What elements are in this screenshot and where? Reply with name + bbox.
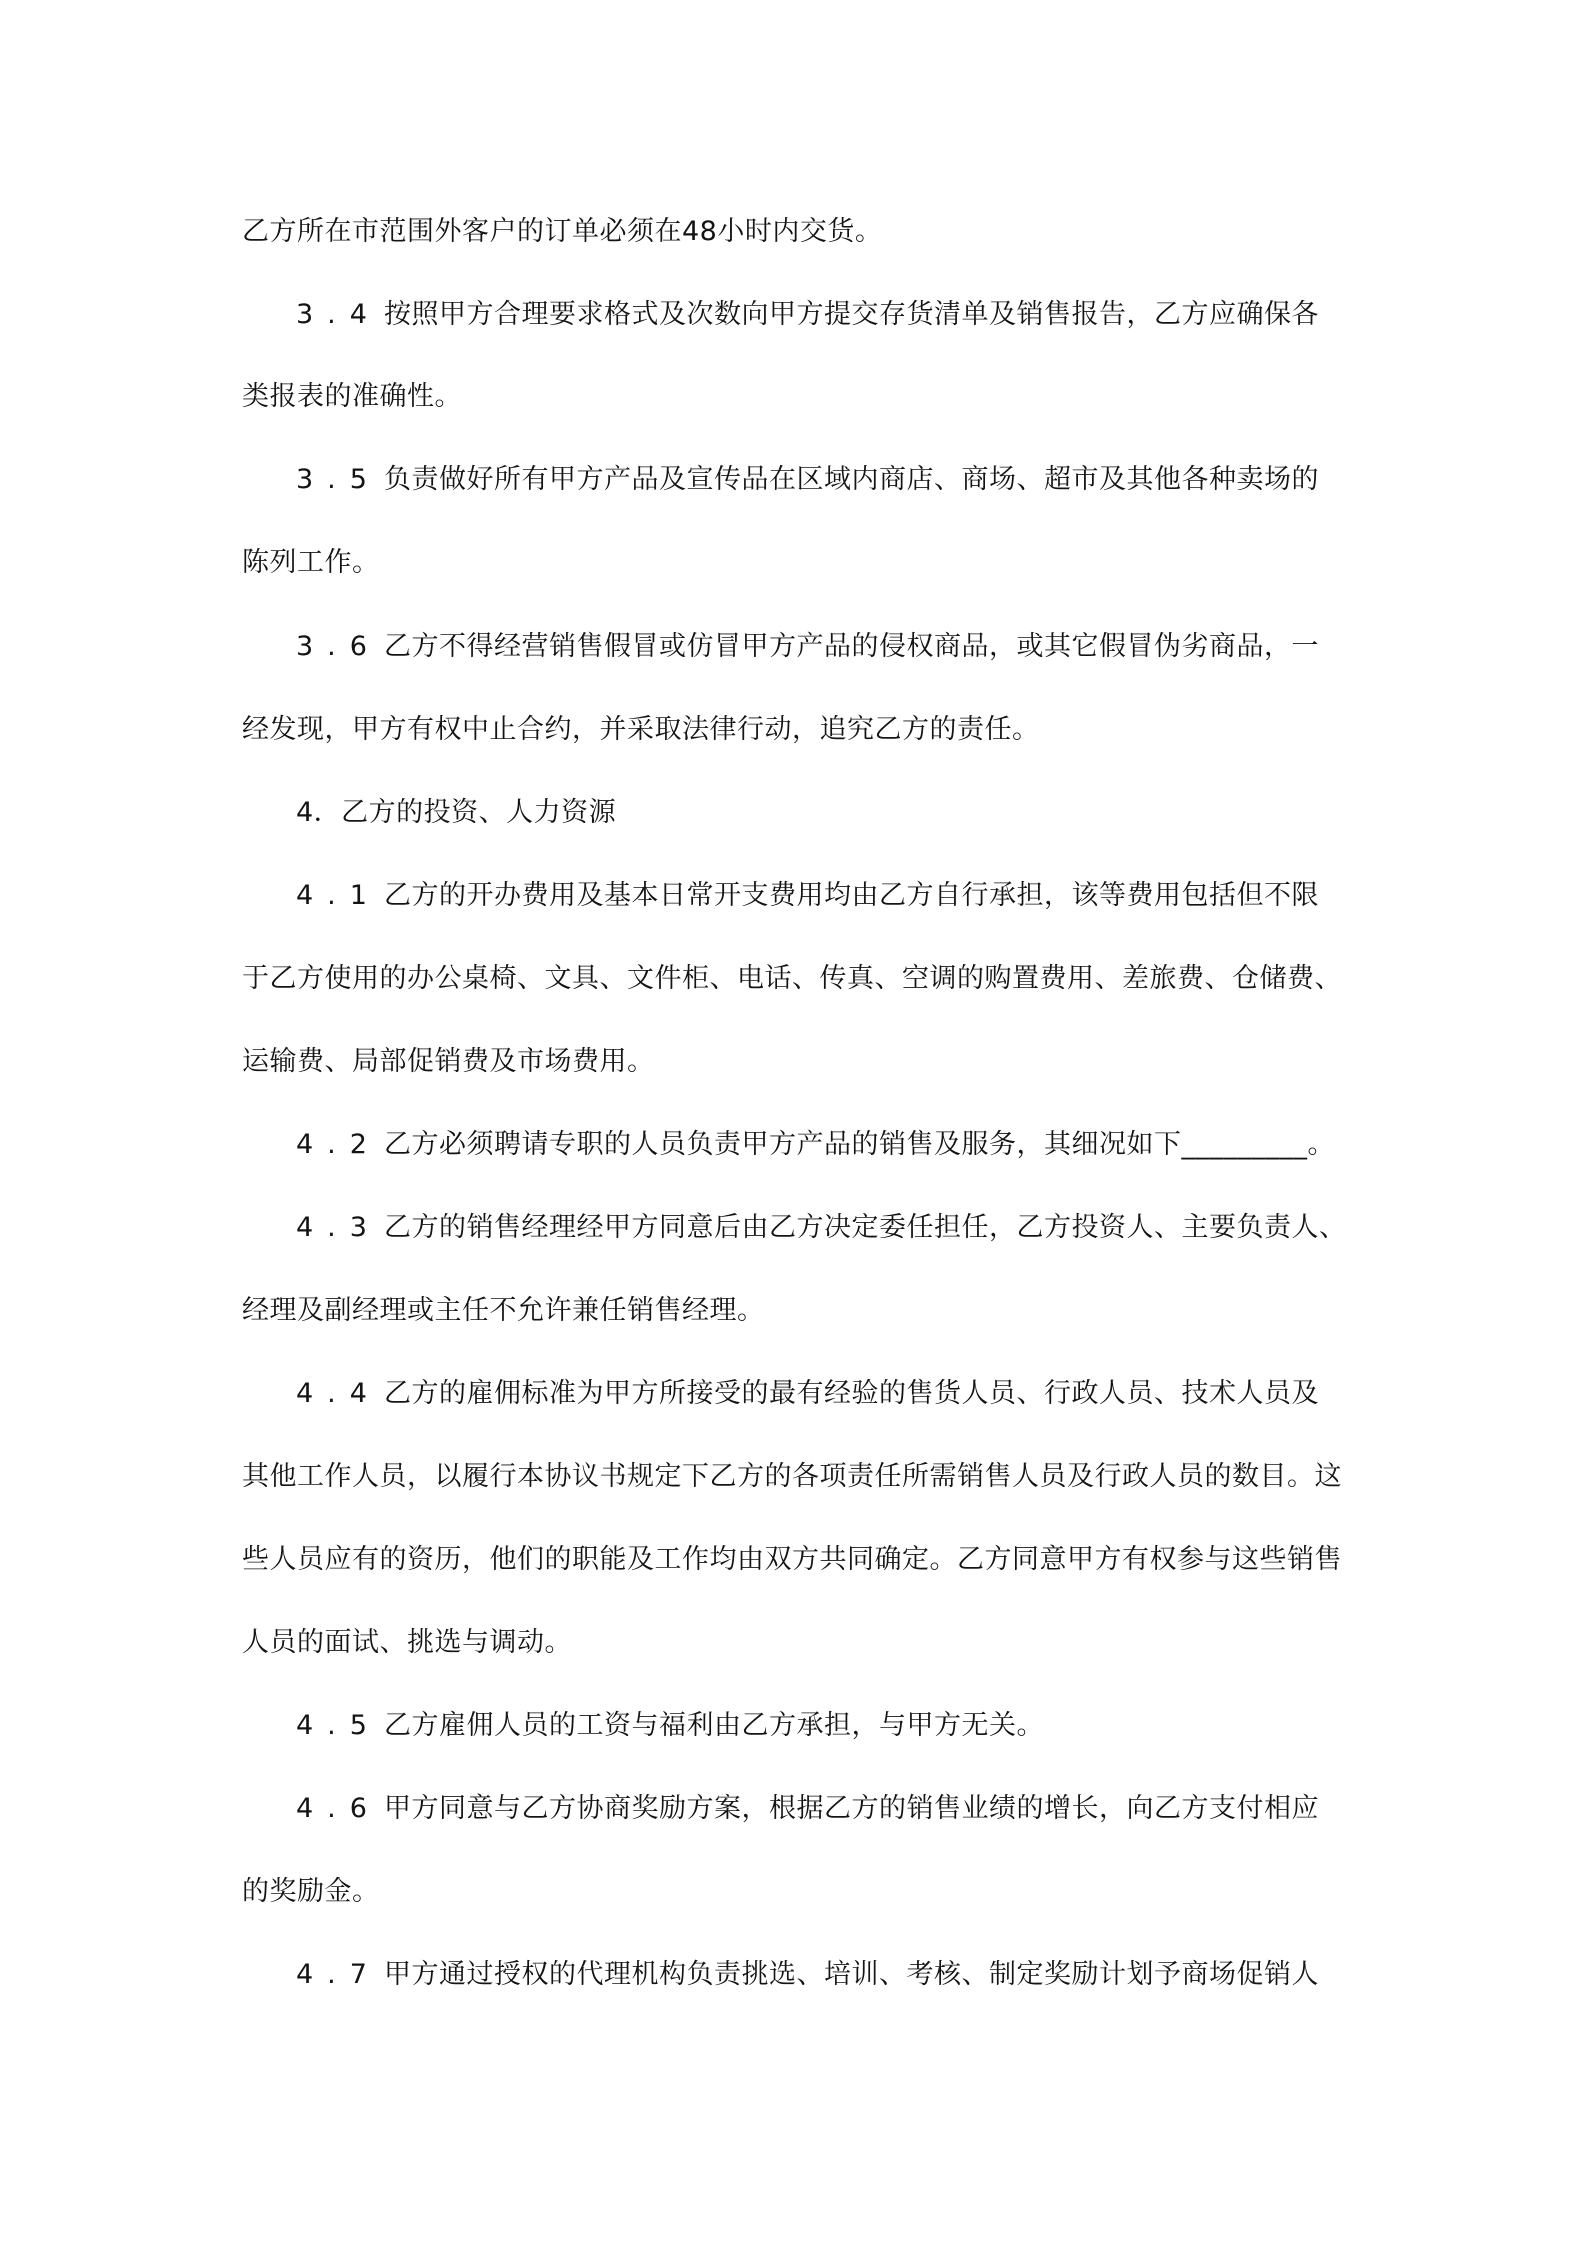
clause-4-6 bbox=[296, 1789, 1362, 1829]
text-line bbox=[242, 1540, 1362, 1580]
section-title: 4．乙方的投资、人力资源 bbox=[296, 797, 617, 828]
text-line bbox=[242, 1042, 1362, 1082]
line-text: 类报表的准确性。 bbox=[242, 381, 462, 412]
line-text: 其他工作人员，以履行本协议书规定下乙方的各项责任所需销售人员及行政人员的数目。这 bbox=[242, 1461, 1342, 1492]
line-text: 经理及副经理或主任不允许兼任销售经理。 bbox=[242, 1295, 765, 1326]
clause-number: 4.5 bbox=[296, 1710, 381, 1741]
text-line bbox=[242, 212, 1362, 252]
line-text: 乙方的销售经理经甲方同意后由乙方决定委任担任，乙方投资人、主要负责人、 bbox=[384, 1212, 1347, 1243]
line-text: 些人员应有的资历，他们的职能及工作均由双方共同确定。乙方同意甲方有权参与这些销售 bbox=[242, 1544, 1342, 1575]
line-text: 人员的面试、挑选与调动。 bbox=[242, 1627, 572, 1658]
clause-4-4 bbox=[296, 1374, 1362, 1414]
line-text: 乙方的雇佣标准为甲方所接受的最有经验的售货人员、行政人员、技术人员及 bbox=[384, 1378, 1319, 1409]
line-text: 乙方的开办费用及基本日常开支费用均由乙方自行承担，该等费用包括但不限 bbox=[384, 880, 1319, 911]
text-line bbox=[242, 543, 1362, 583]
line-text: 甲方同意与乙方协商奖励方案，根据乙方的销售业绩的增长，向乙方支付相应 bbox=[384, 1793, 1319, 1824]
line-text: 运输费、局部促销费及市场费用。 bbox=[242, 1046, 655, 1077]
text-line bbox=[242, 959, 1362, 999]
clause-3-4 bbox=[296, 295, 1362, 335]
text-line bbox=[242, 1457, 1362, 1497]
line-text: 乙方必须聘请专职的人员负责甲方产品的销售及服务，其细况如下_________。 bbox=[384, 1129, 1335, 1160]
text-line bbox=[242, 1872, 1362, 1912]
clause-number: 4.6 bbox=[296, 1793, 381, 1824]
clause-number: 4.7 bbox=[296, 1959, 381, 1990]
line-text: 甲方通过授权的代理机构负责挑选、培训、考核、制定奖励计划予商场促销人 bbox=[384, 1959, 1319, 1990]
line-text: 乙方所在市范围外客户的订单必须在48小时内交货。 bbox=[242, 216, 883, 247]
line-text: 的奖励金。 bbox=[242, 1876, 380, 1907]
clause-number: 3.6 bbox=[296, 631, 381, 662]
clause-4-1 bbox=[296, 876, 1362, 916]
text-line bbox=[242, 377, 1362, 417]
clause-number: 3.5 bbox=[296, 464, 381, 495]
clause-4-2 bbox=[296, 1125, 1362, 1165]
line-text: 乙方雇佣人员的工资与福利由乙方承担，与甲方无关。 bbox=[384, 1710, 1044, 1741]
line-text: 于乙方使用的办公桌椅、文具、文件柜、电话、传真、空调的购置费用、差旅费、仓储费、 bbox=[242, 963, 1342, 994]
clause-number: 4.4 bbox=[296, 1378, 381, 1409]
clause-number: 4.3 bbox=[296, 1212, 381, 1243]
clause-number: 4.1 bbox=[296, 880, 381, 911]
line-text: 经发现，甲方有权中止合约，并采取法律行动，追究乙方的责任。 bbox=[242, 714, 1040, 745]
line-text: 乙方不得经营销售假冒或仿冒甲方产品的侵权商品，或其它假冒伪劣商品，一 bbox=[384, 631, 1319, 662]
clause-number: 4.2 bbox=[296, 1129, 381, 1160]
text-line bbox=[242, 1291, 1362, 1331]
clause-number: 3.4 bbox=[296, 299, 381, 330]
section-heading bbox=[296, 793, 1362, 833]
line-text: 负责做好所有甲方产品及宣传品在区域内商店、商场、超市及其他各种卖场的 bbox=[384, 464, 1319, 495]
clause-4-3 bbox=[296, 1208, 1362, 1248]
clause-3-6 bbox=[296, 627, 1362, 667]
line-text: 按照甲方合理要求格式及次数向甲方提交存货清单及销售报告，乙方应确保各 bbox=[384, 299, 1319, 330]
text-line bbox=[242, 710, 1362, 750]
clause-3-5 bbox=[296, 460, 1362, 500]
text-line bbox=[242, 1623, 1362, 1663]
clause-4-7 bbox=[296, 1955, 1362, 1995]
line-text: 陈列工作。 bbox=[242, 547, 380, 578]
clause-4-5 bbox=[296, 1706, 1362, 1746]
